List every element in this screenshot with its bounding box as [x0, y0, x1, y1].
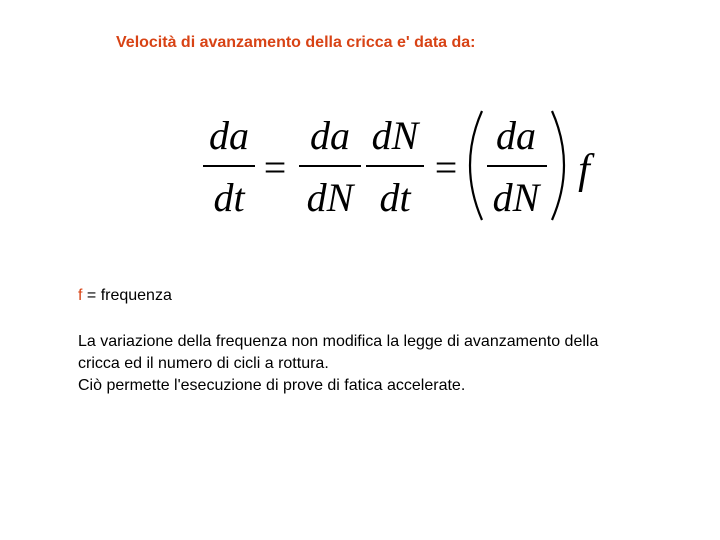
- right-parenthesis: [552, 111, 564, 220]
- frequency-definition-text: = frequenza: [82, 287, 172, 304]
- explanation-paragraph: [78, 331, 698, 397]
- term1-denominator: dN: [306, 175, 354, 220]
- explanation-line-1: La variazione della frequenza non modifica la legge di avanzamento della: [78, 333, 599, 350]
- frequency-symbol: f: [78, 287, 83, 304]
- crack-growth-formula: [195, 103, 615, 233]
- term1-numerator: da: [310, 113, 350, 158]
- frequency-definition: [78, 287, 172, 305]
- lhs-denominator: dt: [213, 175, 245, 220]
- frequency-factor: f: [578, 147, 590, 193]
- paren-numerator: da: [496, 113, 536, 158]
- equals-sign-1: =: [263, 145, 287, 190]
- term2-denominator: dt: [379, 175, 411, 220]
- slide-title: Velocità di avanzamento della cricca e' data da:: [116, 34, 476, 51]
- term2-numerator: dN: [371, 113, 419, 158]
- lhs-numerator: da: [209, 113, 249, 158]
- paren-denominator: dN: [492, 175, 540, 220]
- left-parenthesis: [470, 111, 482, 220]
- equals-sign-2: =: [434, 145, 458, 190]
- explanation-line-3: Ciò permette l'esecuzione di prove di fatica accelerate.: [78, 377, 466, 394]
- explanation-line-2: cricca ed il numero di cicli a rottura.: [78, 355, 329, 372]
